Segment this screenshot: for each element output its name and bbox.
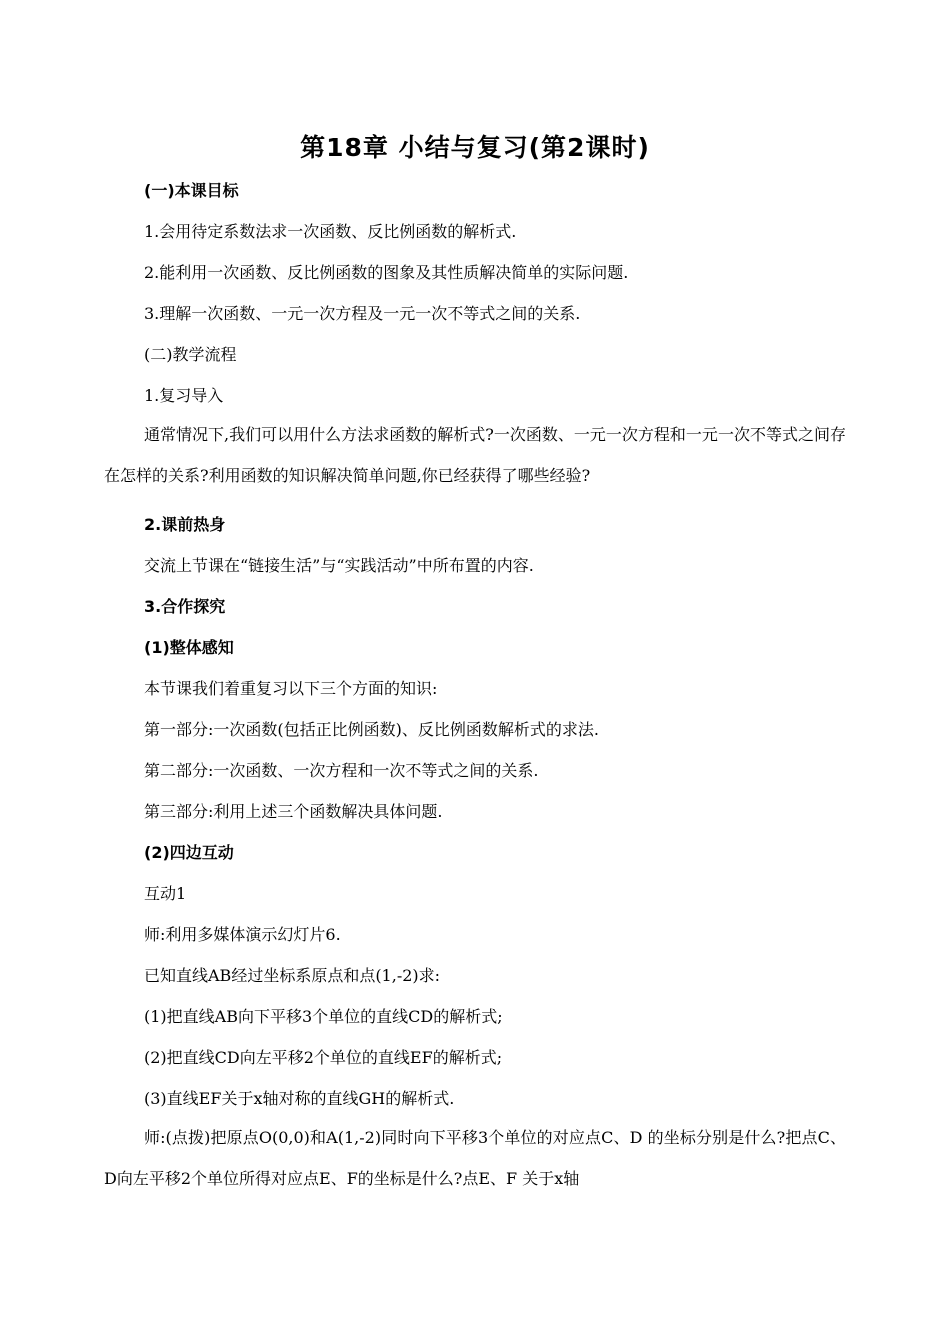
explore-heading: 3.合作探究 xyxy=(144,597,226,616)
goals-heading: (一)本课目标 xyxy=(144,181,239,200)
warmup-heading: 2.课前热身 xyxy=(144,515,226,534)
goal-1: 1.会用待定系数法求一次函数、反比例函数的解析式. xyxy=(144,222,517,241)
overview-heading: (1)整体感知 xyxy=(144,638,234,657)
problem-statement: 已知直线AB经过坐标系原点和点(1,-2)求: xyxy=(144,966,441,985)
goal-3: 3.理解一次函数、一元一次方程及一元一次不等式之间的关系. xyxy=(144,304,581,323)
interact-1: 互动1 xyxy=(144,884,187,903)
question-3: (3)直线EF关于x轴对称的直线GH的解析式. xyxy=(144,1089,455,1108)
page-title: 第18章 小结与复习(第2课时) xyxy=(300,133,650,162)
teacher-hint-paragraph: 师:(点拨)把原点O(0,0)和A(1,-2)同时向下平移3个单位的对应点C、D 的坐标分别是什么?把点C、D向左平移2个单位所得对应点E、F的坐标是什么?点E、F 关于x轴 xyxy=(104,1128,846,1188)
part-2: 第二部分:一次函数、一次方程和一次不等式之间的关系. xyxy=(144,761,539,780)
question-2: (2)把直线CD向左平移2个单位的直线EF的解析式; xyxy=(144,1048,503,1067)
part-1: 第一部分:一次函数(包括正比例函数)、反比例函数解析式的求法. xyxy=(144,720,599,739)
overview-intro: 本节课我们着重复习以下三个方面的知识: xyxy=(144,679,438,698)
flow-heading: (二)教学流程 xyxy=(144,345,237,364)
warmup-text: 交流上节课在“链接生活”与“实践活动”中所布置的内容. xyxy=(144,556,534,575)
goal-2: 2.能利用一次函数、反比例函数的图象及其性质解决简单的实际问题. xyxy=(144,263,629,282)
teacher-line-1: 师:利用多媒体演示幻灯片6. xyxy=(144,925,341,944)
question-1: (1)把直线AB向下平移3个单位的直线CD的解析式; xyxy=(144,1007,503,1026)
review-paragraph: 通常情况下,我们可以用什么方法求函数的解析式?一次函数、一元一次方程和一元一次不等式之间存在怎样的关系?利用函数的知识解决简单问题,你已经获得了哪些经验? xyxy=(104,425,846,485)
part-3: 第三部分:利用上述三个函数解决具体问题. xyxy=(144,802,443,821)
interact-heading: (2)四边互动 xyxy=(144,843,234,862)
review-heading: 1.复习导入 xyxy=(144,386,224,405)
